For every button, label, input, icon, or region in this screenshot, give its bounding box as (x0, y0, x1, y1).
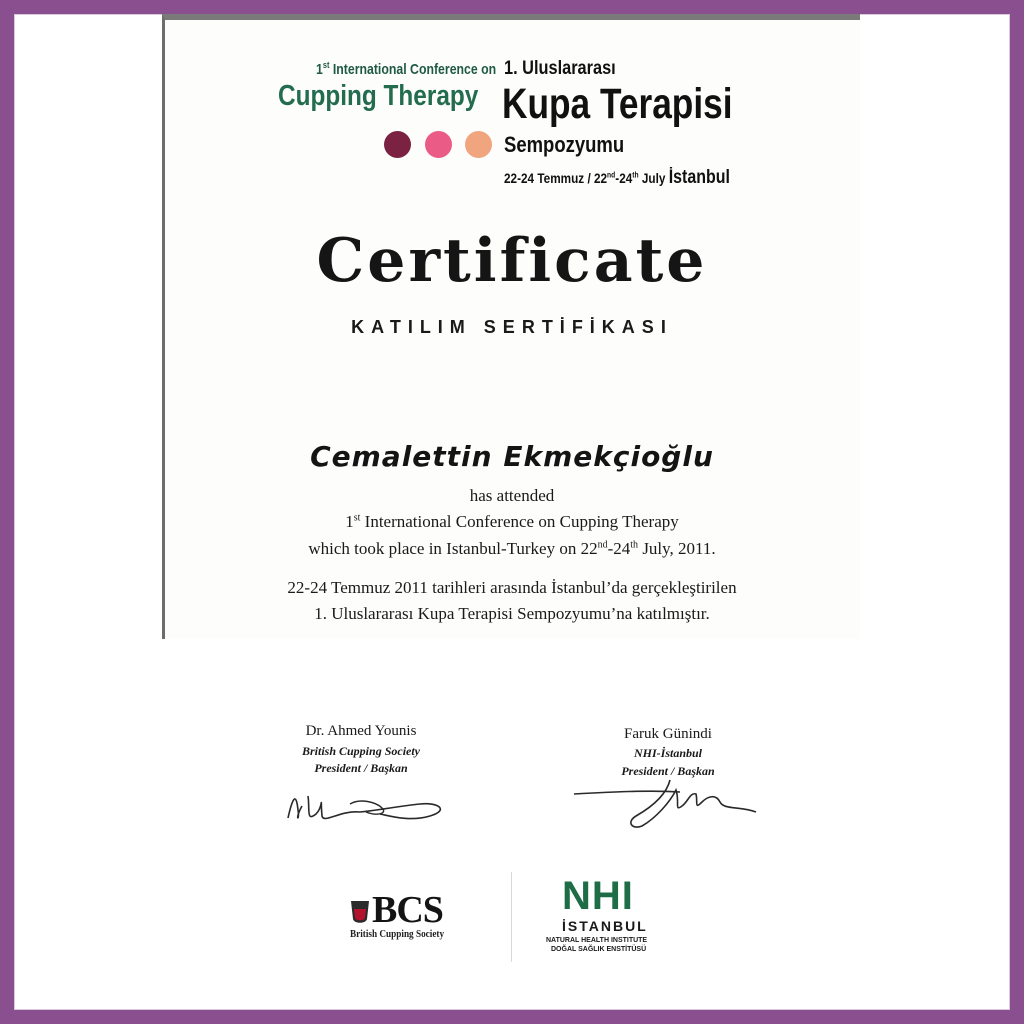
signatory-1-role: President / Başkan (314, 761, 408, 775)
nhi-logo-city: İSTANBUL (562, 918, 648, 934)
body-en-line-1: has attended (469, 486, 555, 505)
body-tr-line-2: 1. Uluslararası Kupa Terapisi Sempozyumu’na katılmıştır. (314, 604, 710, 623)
bcs-logo-text: BCS (372, 889, 443, 931)
logo-divider (511, 872, 512, 962)
recipient-name: Cemalettin Ekmekçioğlu (310, 440, 714, 473)
signature-2 (570, 772, 770, 834)
nhi-logo-subtitle-tr: DOĞAL SAĞLIK ENSTİTÜSÜ (551, 946, 647, 953)
bcs-cup-icon (348, 897, 372, 927)
body-tr-line-1: 22-24 Temmuz 2011 tarihleri arasında İstanbul’da gerçekleştirilen (287, 578, 737, 597)
logo-dot-pink (425, 131, 452, 158)
conference-title-tr-sub: Sempozyumu (504, 132, 625, 157)
nhi-logo-subtitle-en: NATURAL HEALTH INSTITUTE (546, 937, 648, 944)
signatory-2-role: President / Başkan (621, 764, 715, 778)
conference-dates: 22-24 Temmuz / 22nd-24th July İstanbul (504, 167, 730, 188)
nhi-logo-text: NHI (562, 874, 634, 918)
bcs-logo-subtitle: British Cupping Society (350, 929, 445, 940)
conference-title-en: Cupping Therapy (278, 80, 479, 112)
signatory-2-name: Faruk Günindi (624, 726, 712, 742)
conference-title-en-small: 1st International Conference on (316, 60, 497, 78)
conference-title-tr: Kupa Terapisi (502, 80, 733, 128)
logo-dot-dark (384, 131, 411, 158)
signatory-1-name: Dr. Ahmed Younis (305, 723, 417, 739)
body-en-line-2: 1st International Conference on Cupping Therapy (345, 512, 679, 531)
body-en-line-3: which took place in Istanbul-Turkey on 22nd-24th July, 2011. (308, 539, 716, 558)
certificate-title: Certificate (316, 226, 708, 296)
conference-title-tr-small: 1. Uluslararası (504, 58, 616, 79)
signatory-2-org: NHI-İstanbul (633, 746, 703, 760)
signature-1 (280, 780, 460, 830)
signatory-1-org: British Cupping Society (301, 744, 421, 758)
certificate-subtitle: KATILIM SERTİFİKASI (351, 317, 673, 337)
logo-dot-peach (465, 131, 492, 158)
